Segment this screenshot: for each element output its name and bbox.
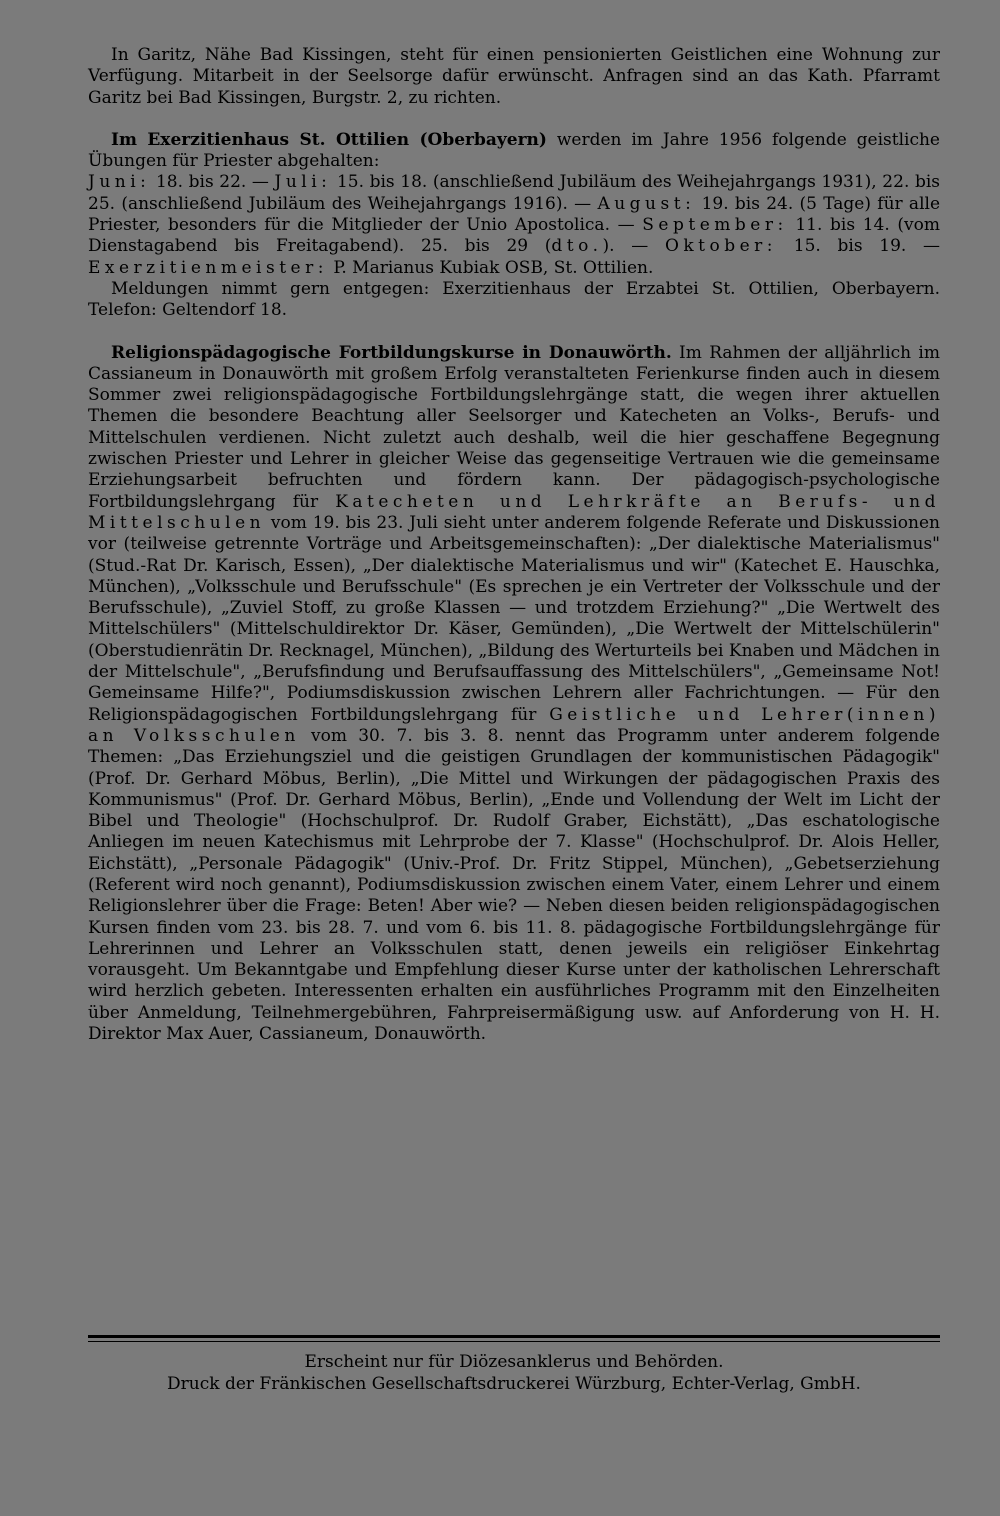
notice-donauwoerth: [88, 343, 940, 1046]
footer: [88, 1352, 940, 1395]
donauwoerth-heading: Religionspädagogische Fortbildungskurse in Donauwörth.: [111, 342, 672, 363]
exerzitienmeister-name: P. Marianus Kubiak OSB, St. Ottilien.: [327, 257, 654, 278]
september-dates: 11. bis 14. (vom Dienstagabend bis Freitagabend). 25. bis 29 (: [88, 215, 940, 257]
ottilien-meldungen: Meldungen nimmt gern entgegen: Exerzitienhaus der Erzabtei St. Ottilien, Oberbayern. Telefon: Geltendorf 18.: [88, 278, 940, 321]
donauwoerth-text-3: vom 30. 7. bis 3. 8. nennt das Programm unter anderem folgende Themen: „Das Erziehungsziel und die geistigen Grundlagen der kommunistischen Pädagogik" (Prof. Dr. Gerhard Möbus, Berlin), „Die Mittel und Wirkungen der pädagogischen Praxis des Kommunismus" (Prof. Dr. Gerhard Möbus, Berlin), „Ende und Vollendung der Welt im Licht der Bibel und Theologie" (Hochschulprof. Dr. Rudolf Graber, Eichstätt), „Das eschatologische Anliegen im neuen Katechismus mit Lehrprobe der 7. Klasse" (Hochschulprof. Dr. Alois Heller, Eichstätt), „Personale Pädagogik" (Univ.-Prof. Dr. Fritz Stippel, München), „Gebetserziehung (Referent wird noch genannt), Podiumsdiskussion zwischen einem Vater, einem Lehrer und einem Religionslehrer über die Frage: Beten! Aber wie? — Neben diesen beiden religionspädagogischen Kursen finden vom 23. bis 28. 7. und vom 6. bis 11. 8. pädagogische Fortbildungslehrgänge für Lehrerinnen und Lehrer an Volksschulen statt, denen jeweils ein religiöser Einkehrtag vorausgeht. Um Bekanntgabe und Empfehlung dieser Kurse unter der katholischen Lehrerschaft wird herzlich gebeten. Interessenten erhalten ein ausführliches Programm mit den Einzelheiten über Anmeldung, Teilnehmergebühren, Fahrpreisermäßigung usw. auf Anforderung von H. H. Direktor Max Auer, Cassianeum, Donauwörth.: [88, 725, 940, 1045]
footer-rule-thin: [88, 1341, 940, 1342]
month-juli: Juli:: [274, 172, 332, 193]
dto-after: ). —: [602, 236, 665, 257]
notice-garitz: In Garitz, Nähe Bad Kissingen, steht für einen pensionierten Geistlichen eine Wohnung zur Verfügung. Mitarbeit in der Seelsorge dafür erwünscht. Anfragen sind an das Kath. Pfarramt Garitz bei Bad Kissingen, Burgstr. 2, zu richten.: [88, 45, 940, 108]
dto-label: dto.: [551, 236, 603, 257]
footer-rule-thick: [88, 1335, 940, 1338]
ottilien-heading: Im Exerzitienhaus St. Ottilien (Oberbayern): [111, 129, 547, 150]
paragraph-gap: [88, 109, 940, 130]
ottilien-schedule: [88, 172, 940, 278]
footer-line-2: Druck der Fränkischen Gesellschaftsdruckerei Würzburg, Echter-Verlag, GmbH.: [167, 1373, 861, 1394]
donauwoerth-spaced-2: Geistliche und Lehrer(innen) an Volksschulen: [88, 704, 940, 746]
donauwoerth-text-2: vom 19. bis 23. Juli sieht unter anderem folgende Referate und Diskussionen vor (teilweise getrennte Vorträge und Arbeitsgemeinschaften): „Der dialektische Materialismus" (Stud.-Rat Dr. Karisch, Essen), „Der dialektische Materialismus und wir" (Katechet E. Hauschka, München), „Volksschule und Berufsschule" (Es sprechen je ein Vertreter der Volksschule und der Berufsschule), „Zuviel Stoff, zu große Klassen — und trotzdem Erziehung?" „Die Wertwelt des Mittelschülers" (Mittelschuldirektor Dr. Käser, Gemünden), „Die Wertwelt der Mittelschülerin" (Oberstudienrätin Dr. Recknagel, München), „Bildung des Werturteils bei Knaben und Mädchen in der Mittelschule", „Berufsfindung und Berufsauffassung des Mittelschülers", „Gemeinsame Not! Gemeinsame Hilfe?", Podiumsdiskussion zwischen Lehrern aller Fachrichtungen. — Für den Religionspädagogischen Fortbildungslehrgang für: [88, 512, 940, 725]
month-oktober: Oktober:: [664, 236, 778, 257]
notice-ottilien: [88, 130, 940, 173]
month-september: September:: [642, 215, 788, 236]
august-dates: 19. bis 24. (5 Tage) für alle Priester, besonders für die Mitglieder der Unio Apostolica. —: [88, 193, 941, 236]
footer-line-1: Erscheint nur für Diözesanklerus und Behörden.: [304, 1352, 724, 1372]
exerzitienmeister-label: Exerzitienmeister:: [88, 257, 328, 278]
month-juni: Juni:: [88, 172, 151, 193]
month-august: August:: [597, 193, 696, 214]
donauwoerth-spaced-1: Katecheten und Lehrkräfte an Berufs- und Mittelschulen: [88, 491, 940, 533]
paragraph-gap: [88, 322, 940, 343]
juni-dates: 18. bis 22. —: [150, 172, 275, 193]
juli-dates: 15. bis 18. (anschließend Jubiläum des Weihejahrgangs 1931), 22. bis 25. (anschließend Jubiläum des Weihejahrgangs 1916). —: [88, 172, 940, 214]
ottilien-intro: werden im Jahre 1956 folgende geistliche Übungen für Priester abgehalten:: [88, 129, 940, 172]
oktober-dates: 15. bis 19. —: [777, 236, 940, 257]
donauwoerth-text-1: Im Rahmen der alljährlich im Cassianeum in Donauwörth mit großem Erfolg veranstalteten Ferienkurse finden auch in diesem Sommer zwei religionspädagogische Fortbildungslehrgänge statt, die wegen ihrer aktuellen Themen die besondere Beachtung aller Seelsorger und Katecheten an Volks-, Berufs- und Mittelschulen verdienen. Nicht zuletzt auch deshalb, weil die hier geschaffene Begegnung zwischen Priester und Lehrer in gleicher Weise das gegenseitige Vertrauen wie die gemeinsame Erziehungsarbeit befruchten und fördern kann. Der pädagogisch-psychologische Fortbildungslehrgang für: [88, 342, 940, 512]
document-body: [88, 45, 940, 1045]
